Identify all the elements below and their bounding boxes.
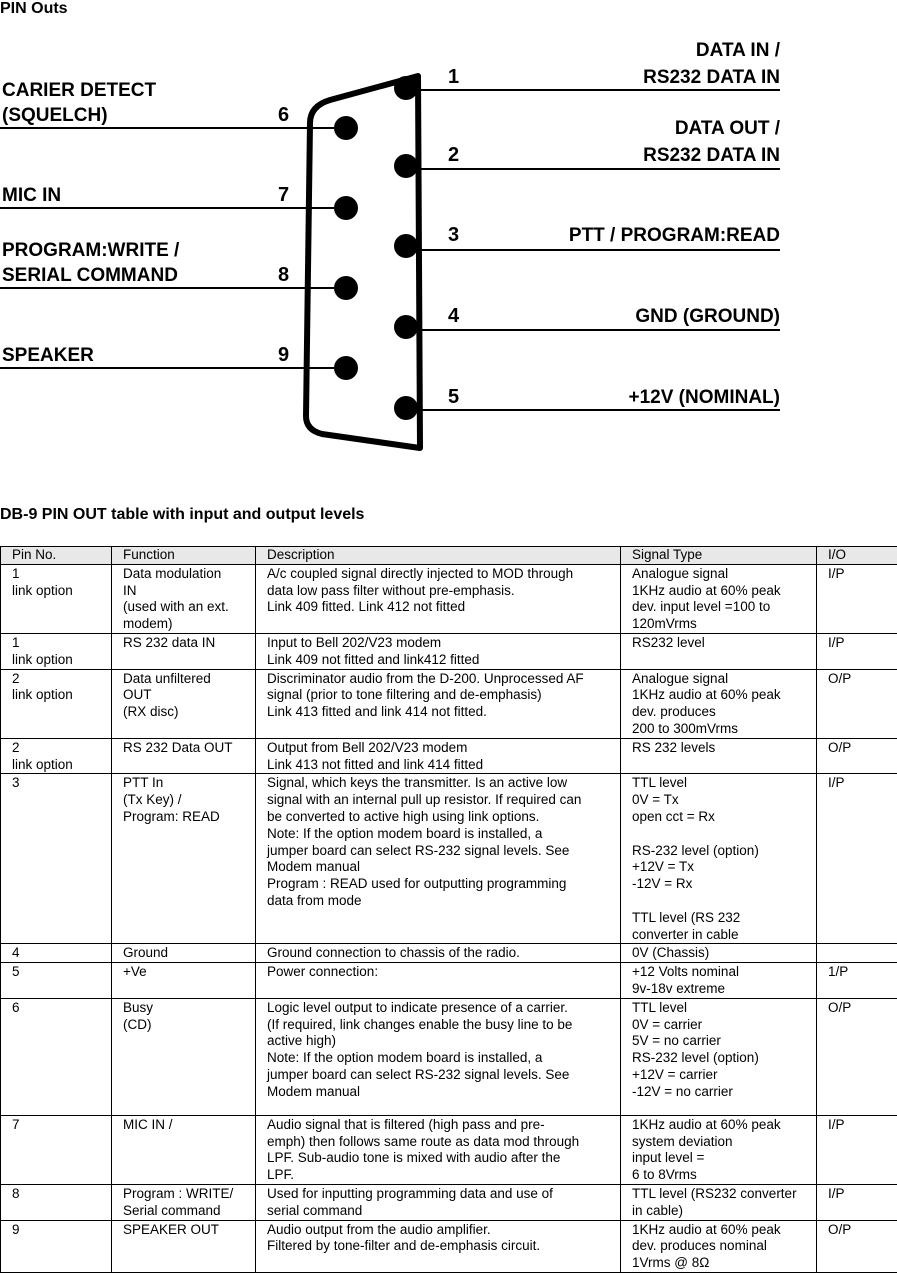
pin-1-label: DATA IN / — [696, 40, 781, 61]
table-row — [1, 944, 897, 963]
cell-signal-type: 1KHz audio at 60% peak dev. produces nominal 1Vrms @ 8Ω — [621, 1220, 817, 1272]
header-io: I/O — [817, 547, 897, 565]
cell-function: Program : WRITE/ Serial command — [112, 1184, 256, 1220]
table-heading: DB-9 PIN OUT table with input and output levels — [0, 506, 364, 524]
cell-description: Used for inputting programming data and use of serial command — [256, 1184, 621, 1220]
pin-2-label: DATA OUT / — [675, 118, 781, 139]
cell-io: I/P — [817, 1184, 897, 1220]
pin-3-dot — [394, 234, 418, 258]
pin-6-number: 6 — [278, 104, 289, 126]
pin-9-label: SPEAKER — [2, 345, 94, 366]
cell-description: Signal, which keys the transmitter. Is an active low signal with an internal pull up resistor. If required can be converted to active high using link options. Note: If the option modem board is installed, a jumper board can select RS-232 signal levels. See Modem manual Program : READ used for outputting programming data from mode — [256, 774, 621, 944]
cell-pin-no: 1 link option — [1, 564, 112, 633]
cell-io: O/P — [817, 998, 897, 1115]
pin-6-label: (SQUELCH) — [2, 105, 108, 126]
cell-description: Audio signal that is filtered (high pass and pre- emph) then follows same route as data mod through LPF. Sub-audio tone is mixed with audio after the LPF. — [256, 1115, 621, 1184]
cell-pin-no: 2 link option — [1, 669, 112, 738]
cell-pin-no: 4 — [1, 944, 112, 963]
cell-signal-type: 0V (Chassis) — [621, 944, 817, 963]
pin-8-label: PROGRAM:WRITE / — [2, 240, 180, 261]
cell-function: SPEAKER OUT — [112, 1220, 256, 1272]
connector-shell — [306, 76, 420, 448]
pin-8-dot — [334, 276, 358, 300]
cell-pin-no: 6 — [1, 998, 112, 1115]
cell-signal-type: +12 Volts nominal 9v-18v extreme — [621, 963, 817, 999]
pin-9-dot — [334, 356, 358, 380]
pin-6-label: CARIER DETECT — [2, 80, 157, 101]
pin-1-dot — [394, 76, 418, 100]
pin-8-number: 8 — [278, 264, 289, 286]
pin-7-dot — [334, 196, 358, 220]
table-row — [1, 998, 897, 1115]
header-description: Description — [256, 547, 621, 565]
header-pin-no: Pin No. — [1, 547, 112, 565]
cell-description: Input to Bell 202/V23 modem Link 409 not fitted and link412 fitted — [256, 633, 621, 669]
cell-pin-no: 7 — [1, 1115, 112, 1184]
cell-description: Discriminator audio from the D-200. Unprocessed AF signal (prior to tone filtering and de-emphasis) Link 413 fitted and link 414 not fitted. — [256, 669, 621, 738]
cell-pin-no: 3 — [1, 774, 112, 944]
cell-description: Audio output from the audio amplifier. Filtered by tone-filter and de-emphasis circuit. — [256, 1220, 621, 1272]
pin-1-number: 1 — [448, 66, 459, 88]
pinout-table — [0, 546, 897, 1273]
pin-4-number: 4 — [448, 305, 460, 327]
table-row — [1, 963, 897, 999]
pin-8-label: SERIAL COMMAND — [2, 265, 178, 286]
pin-1-label: RS232 DATA IN — [643, 67, 780, 88]
pin-3-number: 3 — [448, 224, 459, 246]
cell-function: Busy (CD) — [112, 998, 256, 1115]
pin-outs-heading: PIN Outs — [0, 0, 68, 18]
cell-pin-no: 5 — [1, 963, 112, 999]
table-row — [1, 1115, 897, 1184]
cell-signal-type: TTL level (RS232 converter in cable) — [621, 1184, 817, 1220]
cell-signal-type: TTL level 0V = Tx open cct = Rx RS-232 level (option) +12V = Tx -12V = Rx TTL level (RS 232 converter in cable — [621, 774, 817, 944]
cell-io: I/P — [817, 1115, 897, 1184]
cell-io: 1/P — [817, 963, 897, 999]
cell-pin-no: 1 link option — [1, 633, 112, 669]
header-signal-type: Signal Type — [621, 547, 817, 565]
cell-function: Data unfiltered OUT (RX disc) — [112, 669, 256, 738]
table-row — [1, 1220, 897, 1272]
pin-2-label: RS232 DATA IN — [643, 145, 780, 166]
pin-7-number: 7 — [278, 184, 289, 206]
pin-7-label: MIC IN — [2, 185, 61, 206]
pin-6-dot — [334, 116, 358, 140]
pin-5-dot — [394, 396, 418, 420]
cell-signal-type: RS 232 levels — [621, 738, 817, 774]
db9-connector-diagram — [0, 28, 897, 473]
cell-function: RS 232 data IN — [112, 633, 256, 669]
pin-4-dot — [394, 315, 418, 339]
cell-io: I/P — [817, 633, 897, 669]
table-row — [1, 669, 897, 738]
cell-io: O/P — [817, 1220, 897, 1272]
cell-io: O/P — [817, 669, 897, 738]
cell-pin-no: 2 link option — [1, 738, 112, 774]
pin-4-label: GND (GROUND) — [635, 306, 780, 327]
pin-5-label: +12V (NOMINAL) — [629, 387, 781, 408]
pin-2-number: 2 — [448, 144, 459, 166]
cell-signal-type: TTL level 0V = carrier 5V = no carrier RS-232 level (option) +12V = carrier -12V = no carrier — [621, 998, 817, 1115]
cell-function: Ground — [112, 944, 256, 963]
cell-description: A/c coupled signal directly injected to MOD through data low pass filter without pre-emphasis. Link 409 fitted. Link 412 not fitted — [256, 564, 621, 633]
table-row — [1, 1184, 897, 1220]
cell-description: Ground connection to chassis of the radio. — [256, 944, 621, 963]
cell-io: I/P — [817, 564, 897, 633]
cell-io — [817, 944, 897, 963]
table-row — [1, 738, 897, 774]
cell-io: I/P — [817, 774, 897, 944]
cell-description: Power connection: — [256, 963, 621, 999]
pin-5-number: 5 — [448, 386, 459, 408]
cell-function: RS 232 Data OUT — [112, 738, 256, 774]
cell-signal-type: 1KHz audio at 60% peak system deviation input level = 6 to 8Vrms — [621, 1115, 817, 1184]
cell-function: MIC IN / — [112, 1115, 256, 1184]
cell-io: O/P — [817, 738, 897, 774]
cell-description: Logic level output to indicate presence of a carrier. (If required, link changes enable the busy line to be active high) Note: If the option modem board is installed, a jumper board can select RS-232 signal levels. See Modem manual — [256, 998, 621, 1115]
cell-signal-type: RS232 level — [621, 633, 817, 669]
pin-3-label: PTT / PROGRAM:READ — [569, 225, 780, 246]
pin-2-dot — [394, 154, 418, 178]
table-row — [1, 564, 897, 633]
cell-function: +Ve — [112, 963, 256, 999]
cell-function: PTT In (Tx Key) / Program: READ — [112, 774, 256, 944]
cell-pin-no: 9 — [1, 1220, 112, 1272]
header-function: Function — [112, 547, 256, 565]
pin-9-number: 9 — [278, 344, 289, 366]
table-row — [1, 774, 897, 944]
cell-pin-no: 8 — [1, 1184, 112, 1220]
cell-function: Data modulation IN (used with an ext. modem) — [112, 564, 256, 633]
cell-signal-type: Analogue signal 1KHz audio at 60% peak dev. produces 200 to 300mVrms — [621, 669, 817, 738]
cell-signal-type: Analogue signal 1KHz audio at 60% peak dev. input level =100 to 120mVrms — [621, 564, 817, 633]
table-header-row — [1, 547, 897, 565]
cell-description: Output from Bell 202/V23 modem Link 413 not fitted and link 414 fitted — [256, 738, 621, 774]
table-row — [1, 633, 897, 669]
